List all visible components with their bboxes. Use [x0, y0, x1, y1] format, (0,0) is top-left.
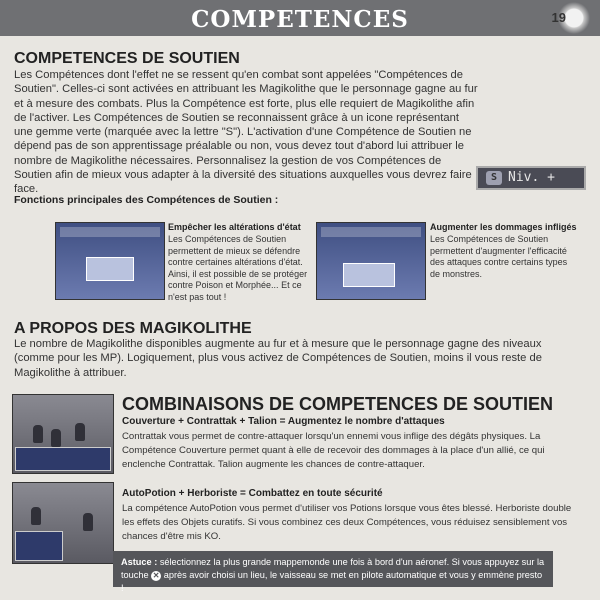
- screenshot-damage-menu: [316, 222, 426, 300]
- battle-screenshot-2: [12, 482, 114, 564]
- screenshot-status-menu: [55, 222, 165, 300]
- combo-1-text: Contrattak vous permet de contre-attaquer lorsqu'un ennemi vous inflige des dégâts physiques. La Compétence Couverture permet quant à elle de recevoir des dommages à la place d'un allié, ce qui enclenche Contrattak. Talion augmente les chances de contre-attaquer.: [122, 431, 545, 470]
- function-1-title: Empêcher les altérations d'état: [168, 222, 301, 232]
- tip-box: [113, 551, 553, 593]
- page-title: COMPETENCES: [191, 6, 409, 33]
- magikolithe-paragraph: Le nombre de Magikolithe disponibles augmente au fur et à mesure que le personnage gagne des niveaux (comme pour les MP). Logiquement, plus vous activez de Compétences de Soutien, moins il vous reste de Magikolithe à attribuer.: [14, 338, 542, 379]
- page-number: 19: [551, 10, 566, 25]
- combo-2-title: AutoPotion + Herboriste = Combattez en toute sécurité: [122, 488, 383, 499]
- functions-heading: Fonctions principales des Compétences de Soutien :: [14, 194, 279, 206]
- badge-level-text: Niv. +: [508, 170, 555, 185]
- magikolithe-heading: A PROPOS DES MAGIKOLITHE: [14, 320, 252, 337]
- soutien-heading: COMPETENCES DE SOUTIEN: [14, 50, 240, 67]
- combo-2-text: La compétence AutoPotion vous permet d'utiliser vos Potions lorsque vous êtes blessé. Herboriste double les effets des Objets curatifs. Si vous combinez ces deux Compétences, vous réduisez sensiblement vos chances d'être mis KO.: [122, 503, 572, 542]
- cross-button-icon: ✕: [152, 570, 160, 580]
- tip-label: Astuce :: [121, 557, 158, 567]
- tip-text-after: après avoir choisi un lieu, le vaisseau se met en pilote automatique et vous y emmène presto !: [121, 570, 543, 593]
- function-2-title: Augmenter les dommages infligés: [430, 222, 577, 232]
- function-2-text: Les Compétences de Soutien permettent d'augmenter l'efficacité des attaques contre certains types de monstres.: [430, 234, 568, 279]
- gem-s-icon: S: [486, 171, 502, 185]
- header-banner: [0, 0, 600, 36]
- tip-text-before: sélectionnez la plus grande mappemonde une fois à bord d'un aéronef. Si vous appuyez sur la touche: [121, 557, 545, 580]
- soutien-paragraph: Les Compétences dont l'effet ne se ressent qu'en combat sont appelées "Compétences de Soutien". Celles-ci sont activées en attribuant les Magikolithe que le personnage gagne au fur et à mesure des combats. Plus la Compétence est forte, plus elle requiert de Magikolithe afin de l'activer. Les Compétences de Soutien se reconnaissent grâce à un icone représentant une gemme verte (marquée avec la lettre "S"). L'activation d'une Compétence de Soutien ne dépend pas de son apprentissage préalable ou non, vous devez tout d'abord lui attribuer le nombre de Magikolithe nécessaires. Personnalisez la gestion de vos Compétences de Soutien afin de mieux vous adapter à la diversité des situations auxquelles vous devrez faire face.: [14, 69, 478, 196]
- combo-1-title: Couverture + Contrattak + Talion = Augmentez le nombre d'attaques: [122, 416, 445, 427]
- combinaisons-heading: COMBINAISONS DE COMPETENCES DE SOUTIEN: [122, 394, 554, 414]
- function-1-text: Les Compétences de Soutien permettent de mieux se défendre contre certaines altérations d'état. Ainsi, il est possible de se protéger contre Poison et Morphée... Et ce n'est pas tout !: [168, 234, 308, 302]
- battle-screenshot-1: [12, 394, 114, 474]
- support-skill-badge: [476, 166, 586, 190]
